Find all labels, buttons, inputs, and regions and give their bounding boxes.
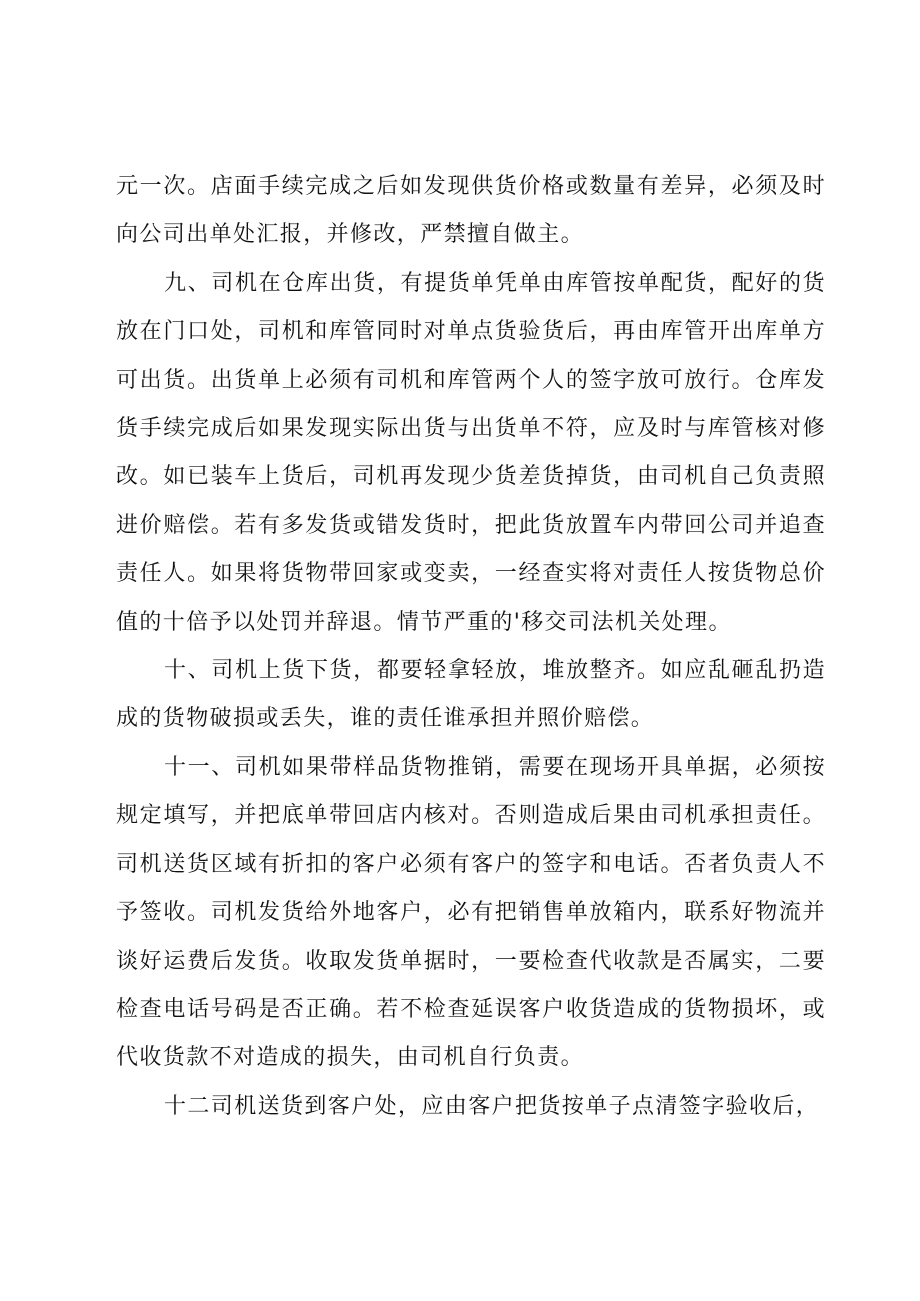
paragraph-item-12: 十二司机送货到客户处，应由客户把货按单子点清签字验收后， — [164, 1093, 820, 1119]
paragraph-item-11: 十一、司机如果带样品货物推销，需要在现场开具单据，必须按规定填写，并把底单带回店内核对。否则造成后果由司机承担责任。司机送货区域有折扣的客户必须有客户的签字和电话。否者负责人不予签收。司机发货给外地客户，必有把销售单放箱内，联系好物流并谈好运费后发货。收取发货单据时，一要检查代收款是否属实，二要检查电话号码是否正确。若不检查延误客户收货造成的货物损坏，或代收货款不对造成的损失，由司机自行负责。 — [116, 754, 826, 1071]
document-body — [116, 163, 826, 1131]
paragraph-continuation: 元一次。店面手续完成之后如发现供货价格或数量有差异，必须及时向公司出单处汇报，并修改，严禁擅自做主。 — [116, 174, 826, 248]
paragraph-item-10: 十、司机上货下货，都要轻拿轻放，堆放整齐。如应乱砸乱扔造成的货物破损或丢失，谁的责任谁承担并照价赔偿。 — [116, 658, 826, 732]
paragraph-item-9: 九、司机在仓库出货，有提货单凭单由库管按单配货，配好的货放在门口处，司机和库管同时对单点货验货后，再由库管开出库单方可出货。出货单上必须有司机和库管两个人的签字放可放行。仓库发货手续完成后如果发现实际出货与出货单不符，应及时与库管核对修改。如已装车上货后，司机再发现少货差货掉货，由司机自己负责照进价赔偿。若有多发货或错发货时，把此货放置车内带回公司并追查责任人。如果将货物带回家或变卖，一经查实将对责任人按货物总价值的十倍予以处罚并辞退。情节严重的'移交司法机关处理。 — [116, 270, 826, 635]
